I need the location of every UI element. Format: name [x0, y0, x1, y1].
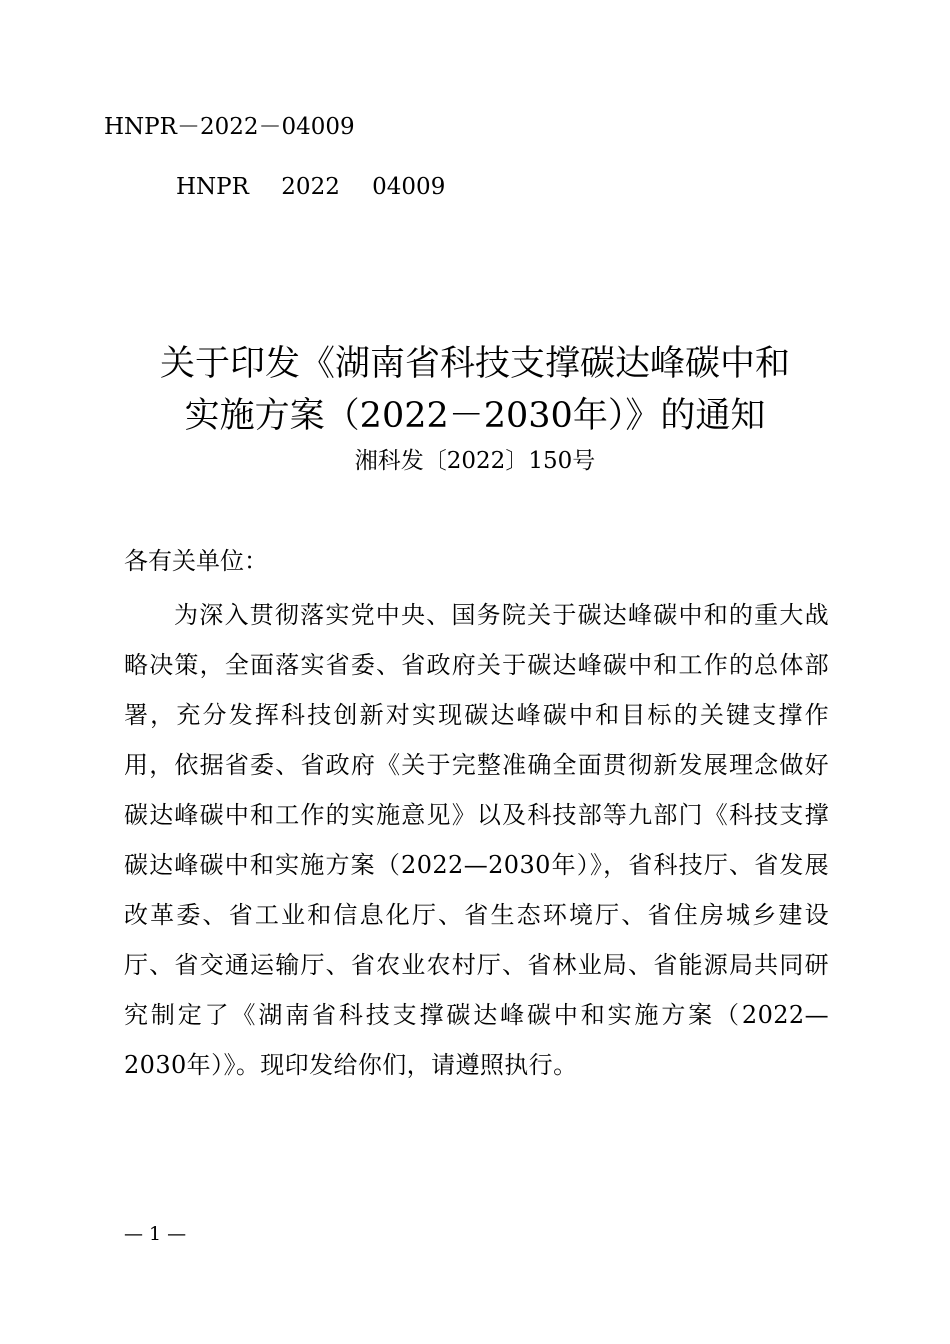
document-number: 湘科发〔2022〕150号 — [354, 448, 596, 474]
document-title — [0, 338, 950, 442]
document-code-secondary — [176, 172, 470, 202]
salutation: 各有关单位： — [124, 547, 268, 575]
document-code: HNPR－2022－04009 — [104, 114, 355, 140]
page-number: — 1 — — [124, 1223, 187, 1245]
title-line-1: 关于印发《湖南省科技支撑碳达峰碳中和 — [159, 344, 790, 384]
code-serial: 04009 — [372, 174, 446, 200]
code-year: 2022 — [281, 174, 340, 200]
body-paragraph: 为深入贯彻落实党中央、国务院关于碳达峰碳中和的重大战略决策，全面落实省委、省政府关于碳达峰碳中和工作的总体部署，充分发挥科技创新对实现碳达峰碳中和目标的关键支撑作用，依据省委、省政府《关于完整准确全面贯彻新发展理念做好碳达峰碳中和工作的实施意见》以及科技部等九部门《科技支撑碳达峰碳中和实施方案（2022—2030年）》，省科技厅、省发展改革委、省工业和信息化厅、省生态环境厅、省住房城乡建设厅、省交通运输厅、省农业农村厅、省林业局、省能源局共同研究制定了《湖南省科技支撑碳达峰碳中和实施方案（2022—2030年）》。现印发给你们，请遵照执行。 — [124, 601, 829, 1079]
code-prefix: HNPR — [176, 174, 249, 200]
title-line-2: 实施方案（2022－2030年）》的通知 — [184, 396, 766, 436]
